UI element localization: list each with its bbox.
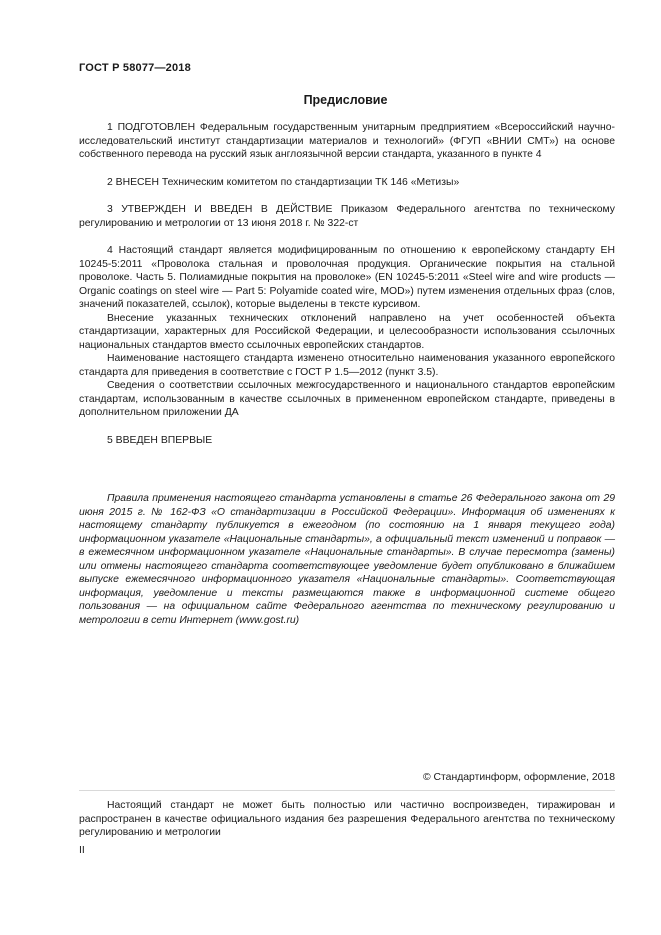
- page-number: II: [79, 845, 85, 856]
- foreword-item-3: 3 УТВЕРЖДЕН И ВВЕДЕН В ДЕЙСТВИЕ Приказом Федерального агентства по техническому регулированию и метрологии от 13 июня 2018 г. № 322-ст: [79, 204, 615, 229]
- copyright: © Стандартинформ, оформление, 2018: [422, 772, 615, 783]
- reproduction-notice: Настоящий стандарт не может быть полностью или частично воспроизведен, тиражирован и распространен в качестве официального издания без разрешения Федерального агентства по техническому регулированию и метрологии: [79, 800, 615, 838]
- standard-number: ГОСТ Р 58077—2018: [79, 62, 191, 74]
- rules-notice-section: [79, 492, 615, 627]
- page-title: Предисловие: [303, 93, 388, 107]
- foreword-item-4-deviations: Внесение указанных технических отклонений направлено на учет особенностей объекта стандартизации, характерных для Российской Федерации, и целесообразности использования ссылочных национальных стандартов вместо ссылочных европейских стандартов.: [79, 312, 615, 351]
- rules-notice: Правила применения настоящего стандарта установлены в статье 26 Федерального закона от 29 июня 2015 г. № 162-ФЗ «О стандартизации в Российской Федерации». Информация об изменениях к настоящему стандарту публикуется в ежегодном (по состоянию на 1 января текущего года) информационном указателе «Национальные стандарты», а официальный текст изменений и поправок — в ежемесячном информационном указателе «Национальные стандарты». В случае пересмотра (замены) или отмены настоящего стандарта соответствующее уведомление будет опубликовано в ближайшем выпуске ежемесячного информационного указателя «Национальные стандарты». Соответствующая информация, уведомление и тексты размещаются также в информационной системе общего пользования — на официальном сайте Федерального агентства по техническому регулированию и метрологии в сети Интернет (www.gost.ru): [79, 493, 615, 626]
- foreword-item-1: 1 ПОДГОТОВЛЕН Федеральным государственным унитарным предприятием «Всероссийский научно-исследовательский институт стандартизации материалов и технологий» (ФГУП «ВНИИ СМТ») на основе собственного перевода на русский язык англоязычной версии стандарта, указанного в пункте 4: [79, 122, 615, 160]
- foreword-item-4-info: Сведения о соответствии ссылочных межгосударственного и национального стандартов европейским стандартам, использованным в качестве ссылочных в примененном европейском стандарте, приведены в дополнительном приложении ДА: [79, 380, 615, 418]
- reproduction-section: [79, 799, 615, 840]
- foreword-item-4: 4 Настоящий стандарт является модифицированным по отношению к европейскому стандарту ЕН 10245-5:2011 «Проволока стальная и проволочная продукция. Органические покрытия на стальной проволоке. Часть 5. Полиамидные покрытия на проволоке» (EN 10245-5:2011 «Steel wire and wire products — Organic coatings on steel wire — Part 5: Polyamide coated wire, MOD») путем изменения отдельных фраз (слов, значений показателей, ссылок), которые выделены в тексте курсивом.: [79, 245, 615, 310]
- foreword-item-2: 2 ВНЕСЕН Техническим комитетом по стандартизации ТК 146 «Метизы»: [107, 176, 460, 188]
- divider: [79, 790, 615, 791]
- foreword-item-5: 5 ВВЕДЕН ВПЕРВЫЕ: [107, 434, 213, 446]
- foreword-section: [79, 121, 615, 447]
- foreword-item-4-name: Наименование настоящего стандарта изменено относительно наименования указанного европейского стандарта для приведения в соответствие с ГОСТ Р 1.5—2012 (пункт 3.5).: [79, 353, 615, 378]
